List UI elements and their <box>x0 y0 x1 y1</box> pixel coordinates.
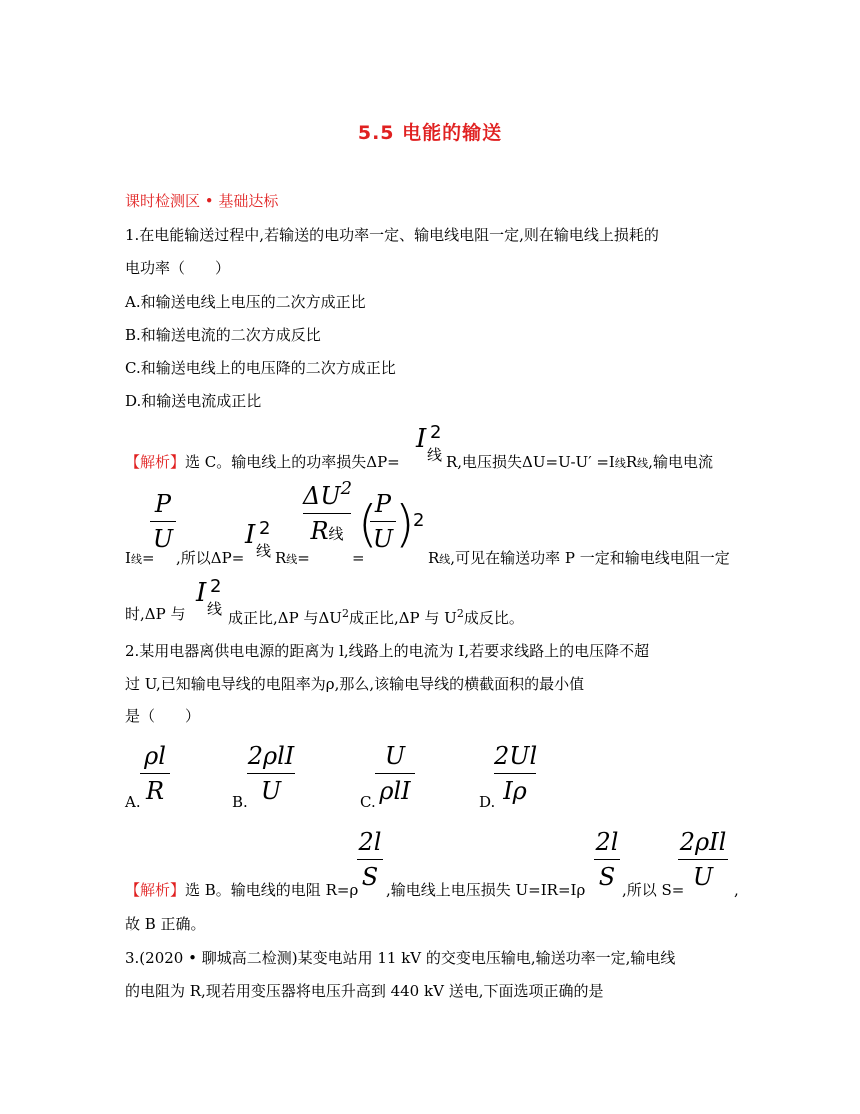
a1-row1 <box>125 451 400 473</box>
q2-option-c-frac: U ρlI <box>375 742 415 805</box>
a2-line2: 故 B 正确。 <box>125 915 206 933</box>
a2-frac2: 2l S <box>595 828 619 891</box>
q1-option-c: C.和输送电线上的电压降的二次方成正比 <box>125 359 396 377</box>
frac-du2-over-r: $\Delta U^2$ R线 <box>303 478 353 545</box>
q2-line3: 是（ ） <box>125 707 201 725</box>
paren-left: ( <box>358 495 378 553</box>
a1-row1-rest: R,电压损失ΔU=U-U′ =I线R线,输电电流 <box>446 453 713 471</box>
a2-row1-b: ,输电线上电压损失 U=IR=Iρ <box>386 881 586 899</box>
q3-line1: 3.(2020 • 聊城高二检测)某变电站用 11 kV 的交变电压输电,输送功率一定,输电线 <box>125 949 676 967</box>
a1-so-dp: ,所以ΔP= <box>176 549 245 567</box>
a1-i-squared-3: I 2 线 <box>196 576 223 618</box>
a1-eq3: = <box>352 549 365 567</box>
a2-frac3: 2ρIl U <box>679 828 727 891</box>
q1-line1: 1.在电能输送过程中,若输送的电功率一定、输电线电阻一定,则在输电线上损耗的 <box>125 226 659 244</box>
a2-row1-c: ,所以 S= <box>622 881 685 899</box>
a2-row1-d: , <box>734 881 739 899</box>
q1-line2: 电功率（ ） <box>125 259 231 277</box>
a1-i-squared: I 2 线 <box>416 422 443 464</box>
paren-right: ) <box>395 495 415 553</box>
q2-option-a-label: A. <box>125 793 141 811</box>
q1-option-b: B.和输送电流的二次方成反比 <box>125 326 321 344</box>
a1-row2-rest: R线,可见在输送功率 P 一定和输电线电阻一定 <box>428 549 730 567</box>
a2-tag: 【解析】 <box>125 881 186 899</box>
a2-frac1: 2l S <box>358 828 382 891</box>
a1-row3-a: 时,ΔP 与 <box>125 605 186 623</box>
q2-option-b-frac: 2ρlI U <box>247 742 295 805</box>
q2-option-a-frac: ρl R <box>140 742 170 805</box>
a1-row3-b: 成正比,ΔP 与$\Delta U^2$成正比,ΔP 与 $U^2$成反比。 <box>228 607 524 627</box>
q1-option-a: A.和输送电线上电压的二次方成正比 <box>125 293 366 311</box>
a1-i-line: I线= <box>125 549 155 567</box>
frac-p-over-u: P U <box>150 490 176 553</box>
q2-option-d-frac: 2Ul Iρ <box>494 742 538 805</box>
q2-option-d-label: D. <box>479 793 496 811</box>
paren-sup: 2 <box>413 510 425 531</box>
q2-line2: 过 U,已知输电导线的电阻率为ρ,那么,该输电导线的横截面积的最小值 <box>125 675 585 693</box>
q1-option-d: D.和输送电流成正比 <box>125 392 262 410</box>
a1-text: 选 C。输电线上的功率损失ΔP= <box>185 453 400 471</box>
page-title: 5.5 电能的输送 <box>357 122 503 144</box>
a1-tag: 【解析】 <box>125 453 186 471</box>
a1-r-line: R线= <box>275 549 310 567</box>
section-heading: 课时检测区 • 基础达标 <box>125 192 279 210</box>
frac-p-over-u-2: P U <box>370 490 396 553</box>
a2-row1-a: 【解析】选 B。输电线的电阻 R=ρ <box>125 881 359 899</box>
q2-option-c-label: C. <box>360 793 376 811</box>
a1-i-squared-2: I 2 线 <box>245 518 272 560</box>
q3-line2: 的电阻为 R,现若用变压器将电压升高到 440 kV 送电,下面选项正确的是 <box>125 982 604 1000</box>
q2-option-b-label: B. <box>232 793 248 811</box>
q2-line1: 2.某用电器离供电电源的距离为 l,线路上的电流为 I,若要求线路上的电压降不超 <box>125 642 650 660</box>
